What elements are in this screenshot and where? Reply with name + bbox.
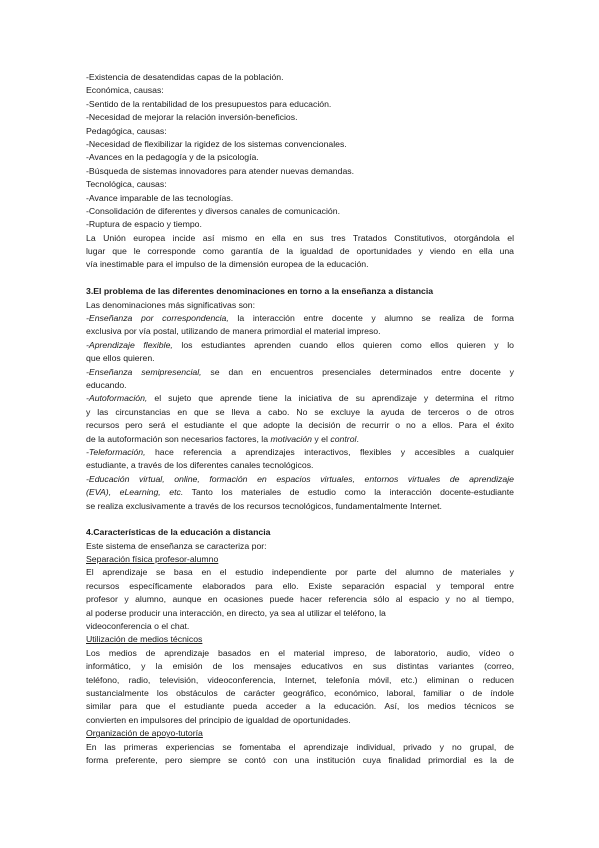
denomination-term: -Teleformación,	[86, 446, 146, 457]
denomination-line	[86, 339, 514, 352]
spacer	[86, 513, 514, 526]
spacer	[86, 272, 514, 285]
subsection-title: Separación física profesor-alumno	[86, 554, 219, 565]
paragraph-line: Los medios de aprendizaje basados en el material impreso, de laboratorio, audio, vídeo o	[86, 647, 514, 658]
text-span: se dan en encuentros presenciales determinados entre docente y	[201, 366, 514, 377]
text-line: educando.	[86, 379, 127, 390]
denomination-term: -Educación virtual, online, formación en espacios virtuales, entornos virtuales de aprendizaje	[86, 473, 514, 484]
text-line: que ellos quieren.	[86, 353, 155, 364]
text-line: -Existencia de desatendidas capas de la población.	[86, 72, 284, 82]
paragraph-line: lugar que le corresponde como garantía de la igualdad de oportunidades y viendo en ella una	[86, 246, 514, 257]
text-line: recursos pero será el estudiante el que adopte la decisión de recurrir o no a ellos. Para el éxito	[86, 420, 514, 431]
section-heading: 4.Características de la educación a distancia	[86, 527, 271, 538]
paragraph-line: teléfono, radio, televisión, videoconferencia, Internet, telefonía móvil, etc.) eliminan o reducen	[86, 674, 514, 685]
paragraph-line: recursos específicamente elaborados para ello. Existe separación espacial y temporal entre	[86, 580, 514, 591]
denomination-term: -Enseñanza por correspondencia,	[86, 313, 229, 324]
denomination-term: -Enseñanza semipresencial,	[86, 366, 202, 377]
text-line: y las circunstancias en que se lleva a cabo. No se excluye la ayuda de terceros o de otros	[86, 406, 514, 417]
paragraph-line: sustancialmente los obstáculos de carácter geográfico, económico, laboral, familiar o de índole	[86, 687, 514, 698]
text-line: -Ruptura de espacio y tiempo.	[86, 219, 202, 230]
text-line: -Avance imparable de las tecnologías.	[86, 192, 234, 203]
subsection-title: Utilización de medios técnicos	[86, 634, 203, 645]
text-line: -Búsqueda de sistemas innovadores para atender nuevas demandas.	[86, 165, 355, 176]
text-line: Pedagógica, causas:	[86, 125, 167, 136]
denomination-term: -Aprendizaje flexible,	[86, 339, 173, 350]
text-span: el sujeto que aprende tiene la iniciativa de su aprendizaje y determina el ritmo	[147, 393, 514, 404]
denomination-term: -Autoformación,	[86, 393, 148, 404]
text-span: y el	[312, 433, 331, 444]
text-line: -Consolidación de diferentes y diversos canales de comunicación.	[86, 205, 341, 216]
text-span: la interacción entre docente y alumno se realiza de forma	[228, 313, 514, 324]
paragraph-line: videoconferencia o el chat.	[86, 621, 190, 632]
text-line: Tecnológica, causas:	[86, 179, 167, 190]
text-line: -Avances en la pedagogía y de la psicología.	[86, 152, 259, 163]
text-line	[86, 433, 514, 446]
text-line: exclusiva por vía postal, utilizando de manera primordial el material impreso.	[86, 326, 381, 337]
emphasis-control: control	[330, 433, 357, 444]
text-line: estudiante, a través de los diferentes canales tecnológicos.	[86, 460, 314, 471]
denomination-line	[86, 473, 514, 486]
text-line: -Necesidad de mejorar la relación inversión-beneficios.	[86, 112, 298, 123]
text-span: hace referencia a aprendizajes interactivos, flexibles y accesibles a cualquier	[145, 446, 514, 457]
text-line	[86, 486, 514, 499]
paragraph-line: forma preferente, pero siempre se contó con una institución cuya finalidad primordial es la de	[86, 754, 514, 765]
denomination-line	[86, 446, 514, 459]
paragraph-line: En las primeras experiencias se fomentaba el aprendizaje individual, privado y no grupal, de	[86, 741, 514, 752]
text-span: Tanto los materiales de estudio como la interacción docente-estudiante	[183, 487, 514, 498]
paragraph-line: profesor y alumno, aunque en ocasiones puede hacer referencia sólo al espacio y no al tiempo,	[86, 594, 514, 605]
text-line: -Necesidad de flexibilizar la rigidez de los sistemas convencionales.	[86, 138, 347, 149]
text-span: .	[356, 433, 359, 444]
text-line: Económica, causas:	[86, 85, 164, 96]
denomination-line	[86, 366, 514, 379]
text-line: -Sentido de la rentabilidad de los presupuestos para educación.	[86, 98, 332, 109]
page-content	[86, 71, 514, 767]
text-line: Las denominaciones más significativas son:	[86, 299, 256, 310]
denomination-line	[86, 312, 514, 325]
subsection-title: Organización de apoyo-tutoría	[86, 728, 203, 739]
text-span: los estudiantes aprenden cuando ellos quieren como ellos quieren y lo	[172, 339, 514, 350]
paragraph-line: El aprendizaje se basa en el estudio independiente por parte del alumno de materiales y	[86, 567, 514, 578]
paragraph-line: vía inestimable para el impulso de la dimensión europea de la educación.	[86, 259, 369, 270]
denomination-line	[86, 392, 514, 405]
paragraph-line: similar para que el estudiante pueda acceder a la educación. Así, los medios técnicos se	[86, 701, 514, 712]
paragraph-line: informático, y la emisión de los mensajes educativos en sus distintas variantes (correo,	[86, 661, 514, 672]
paragraph-line: La Unión europea incide así mismo en ella en sus tres Tratados Constitutivos, otorgándola el	[86, 232, 514, 243]
text-line: Este sistema de enseñanza se caracteriza por:	[86, 540, 267, 551]
section-heading: 3.El problema de las diferentes denominaciones en torno a la enseñanza a distancia	[86, 286, 434, 297]
paragraph-line: al poderse producir una interacción, en directo, ya sea al utilizar el teléfono, la	[86, 607, 386, 618]
text-line: se realiza exclusivamente a través de los recursos tecnológicos, fundamentalmente Internet.	[86, 500, 442, 511]
emphasis-motivacion: motivación	[270, 433, 313, 444]
denomination-term: (EVA), eLearning, etc.	[86, 487, 184, 498]
text-span: de la autoformación son necesarios factores, la	[86, 433, 271, 444]
paragraph-line: convierten en impulsores del principio de igualdad de oportunidades.	[86, 714, 351, 725]
